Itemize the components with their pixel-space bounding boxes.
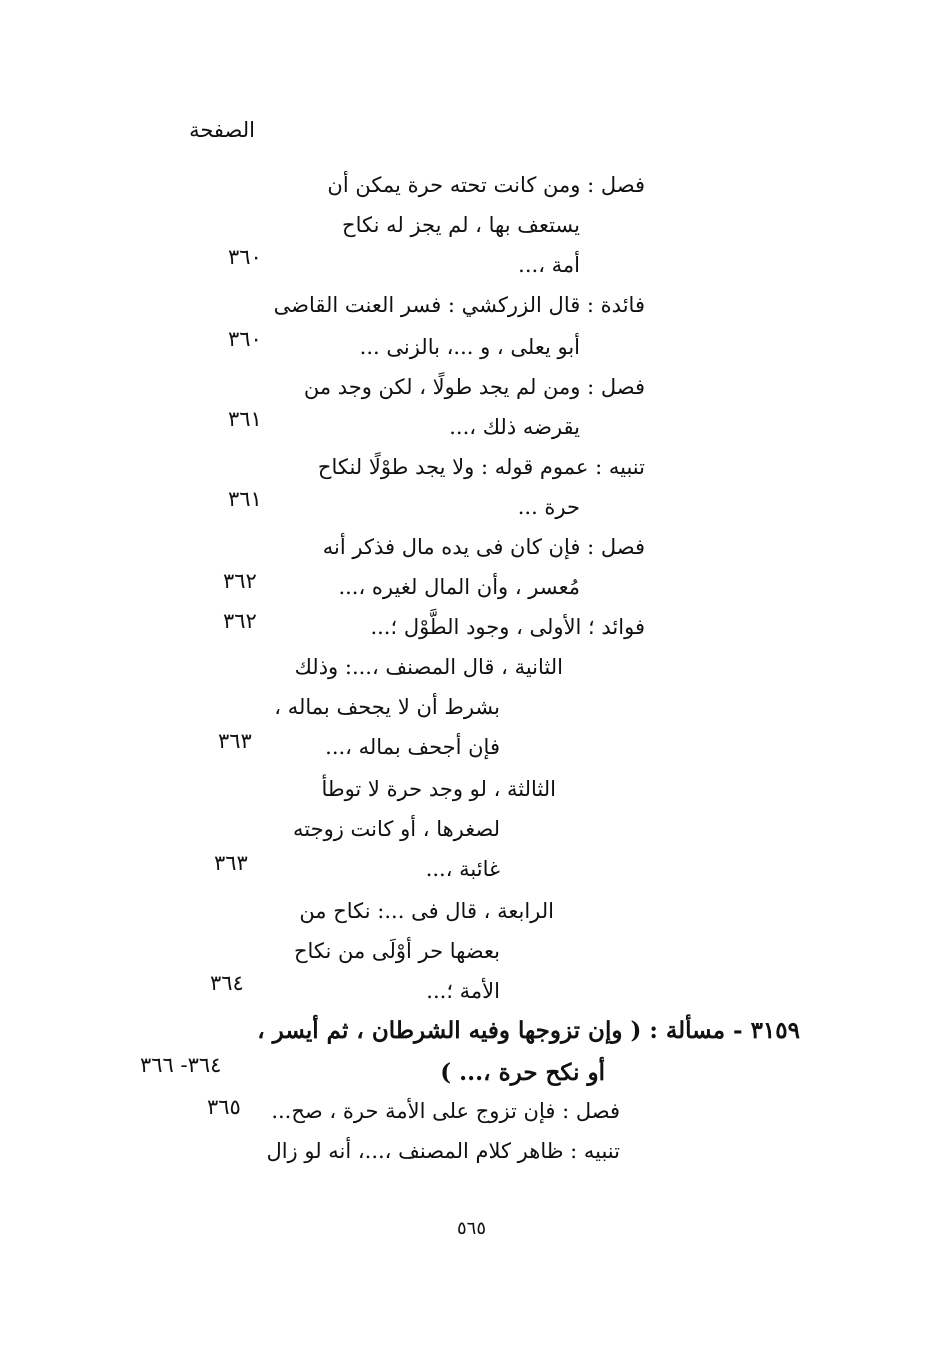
entry-text: الثالثة ، لو وجد حرة لا توطأ [321, 777, 556, 801]
page-reference: ٣٦٣ [214, 851, 248, 875]
page-reference: ٣٦٣ [218, 729, 252, 753]
entry-text: فصل : ومن لم يجد طولًا ، لكن وجد من [303, 375, 645, 399]
entry-text: بعضها حر أوْلَى من نكاح [293, 939, 500, 963]
issue-heading: ٣١٥٩ - مسألة : ( وإن تزوجها وفيه الشرطان ، ثم أيسر ، [257, 1017, 800, 1044]
page-reference: ٣٦١ [228, 407, 262, 431]
entry-text: فصل : فإن تزوج على الأمة حرة ، صح... [271, 1099, 620, 1123]
page-reference: ٣٦٢ [223, 609, 257, 633]
entry-text: فائدة : قال الزركشي : فسر العنت القاضى [273, 293, 645, 317]
entry-text: غائبة ،... [425, 857, 500, 881]
page-reference: ٣٦٢ [223, 569, 257, 593]
entry-text: فإن أجحف بماله ،... [325, 735, 500, 759]
entry-text: بشرط أن لا يجحف بماله ، [274, 695, 500, 719]
entry-text: فصل : ومن كانت تحته حرة يمكن أن [327, 173, 645, 197]
page-reference: ٣٦٠ [228, 245, 262, 269]
entry-text: تنبيه : ظاهر كلام المصنف ،...، أنه لو زال [266, 1139, 620, 1163]
entry-text: يقرضه ذلك ،... [449, 415, 580, 439]
entry-text: تنبيه : عموم قوله : ولا يجد طوْلًا لنكاح [317, 455, 645, 479]
page-reference: ٣٦١ [228, 487, 262, 511]
page-reference: ٣٦٠ [228, 327, 262, 351]
entry-text: أبو يعلى ، و ...، بالزنى ... [359, 335, 580, 359]
entry-text: فصل : فإن كان فى يده مال فذكر أنه [322, 535, 645, 559]
entry-text: الثانية ، قال المصنف ،...: وذلك [294, 655, 563, 679]
entry-text: الأمة ؛... [426, 979, 500, 1003]
entry-text: الرابعة ، قال فى ...: نكاح من [299, 899, 554, 923]
entry-text: مُعسر ، وأن المال لغيره ،... [338, 575, 580, 599]
entry-text: أمة ،... [518, 253, 580, 277]
page-column-label: الصفحة [189, 118, 255, 142]
page-reference: ٣٦٤ [210, 971, 244, 995]
entry-text: يستعف بها ، لم يجز له نكاح [342, 213, 580, 237]
page-reference: ٣٦٥ [207, 1095, 241, 1119]
issue-heading: أو نكح حرة ،... ) [440, 1059, 605, 1086]
entry-text: حرة ... [517, 495, 580, 519]
page-reference: ٣٦٤- ٣٦٦ [140, 1053, 222, 1077]
page-number: ٥٦٥ [456, 1218, 486, 1239]
entry-text: لصغرها ، أو كانت زوجته [293, 817, 500, 841]
entry-text: فوائد ؛ الأولى ، وجود الطَّوْل ؛... [370, 615, 645, 639]
